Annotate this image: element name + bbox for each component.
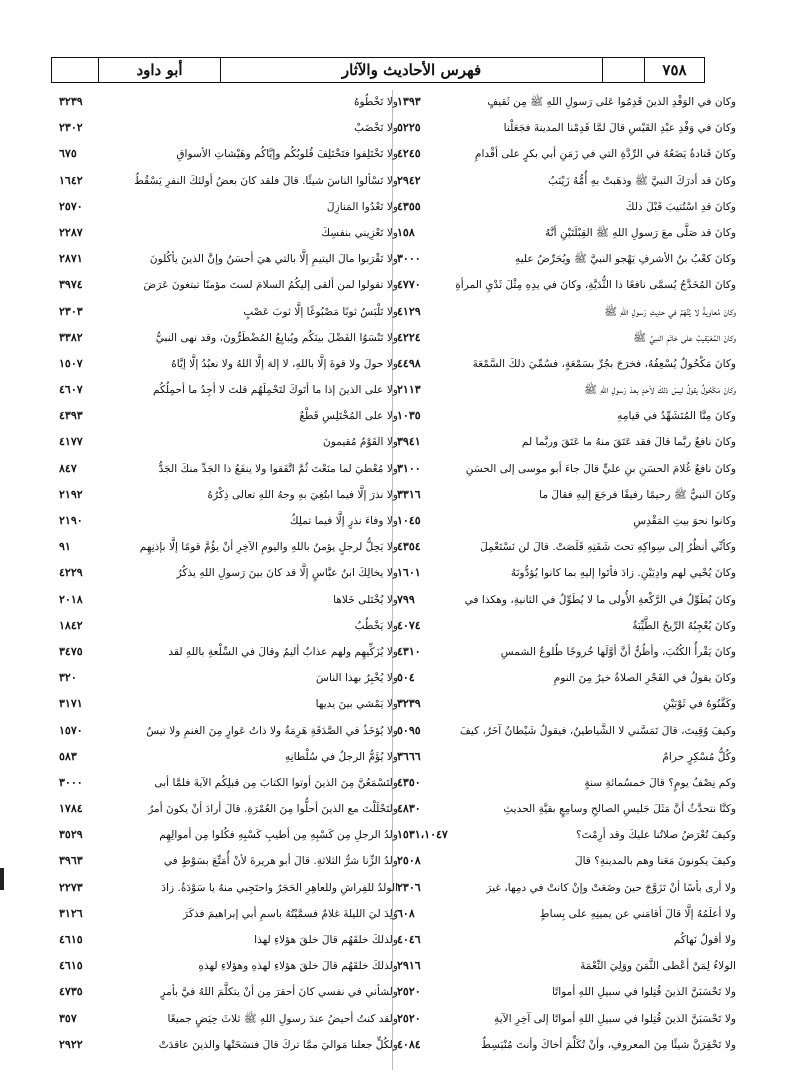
index-entry <box>59 953 398 979</box>
entry-text: ولا تَخْضَبْ <box>354 122 398 135</box>
entry-hadith-number: ٤٧٣٥ <box>59 985 83 999</box>
entry-hadith-number: ٣٣١٦ <box>397 487 421 501</box>
index-entry <box>59 351 398 377</box>
book-name: أبو داود <box>98 58 220 82</box>
entry-hadith-number: ٧٩٩ <box>397 592 415 606</box>
entry-hadith-number: ٣٣٨٢ <box>59 330 83 344</box>
entry-hadith-number: ١٦٠١ <box>397 566 421 580</box>
index-entry <box>59 1006 398 1032</box>
entry-hadith-number: ٢٩١٦ <box>397 959 421 973</box>
index-entry <box>59 194 398 220</box>
entry-hadith-number: ٤٣٩٣ <box>59 409 83 423</box>
entry-hadith-number: ٥٢٢٥ <box>397 121 421 135</box>
entry-text: وكانَ قدِ اسْتُتيبَ قَبْلَ ذلكَ <box>625 200 736 213</box>
entry-text: ولذلكَ خلقَهُم قالَ خلقَ هؤلاءِ لهذهِ وهؤلاءِ لهذهِ <box>198 960 398 973</box>
entry-text: وكانَ مَكْحُولٌ يُسْعِفُهُ، فخرَجَ بجُرِّ بسَمْعَةٍ، فسُمِّيَ ذلكَ السَّمْعَةَ <box>472 357 736 370</box>
index-entry <box>397 901 736 927</box>
entry-hadith-number: ٤٢٢٩ <box>59 566 83 580</box>
entry-hadith-number: ٦٧٥ <box>59 147 77 161</box>
entry-hadith-number: ٤٠٧٤ <box>397 618 421 632</box>
entry-hadith-number: ٤٠٤٦ <box>397 933 421 946</box>
entry-text: ولا على الذينَ إذا ما أتَوكَ لتَحْمِلَهُم قلتَ لا أجِدُ ما أحمِلُكُم <box>152 384 398 397</box>
entry-text: ولا وفاءَ نذرٍ إلَّا فيما تملِكُ <box>289 515 398 527</box>
entry-text: ولكُلٍّ جعلنا مَواليَ ممَّا تركَ قالَ فنسَخَتْها والذينَ عاقدَتْ <box>158 1038 398 1051</box>
entry-text: وكأنِّي أنظُرُ إلى سِواكِهِ تحتَ شَفَتِهِ قَلَصَتْ. قالَ لن نَسْتَعْمِلَ <box>480 541 736 554</box>
entry-hadith-number: ٣١٢٦ <box>59 906 83 920</box>
entry-hadith-number: ٤١٧٧ <box>59 435 83 449</box>
entry-hadith-number: ٢١٩٢ <box>59 487 83 501</box>
index-entry <box>397 456 736 482</box>
index-entry <box>397 325 736 351</box>
entry-text: وكانَ المُخَدَّجُ يُسمَّى نافعًا ذا الثُّدَيَّةِ، وكانَ في يدِهِ مِثْلَ ثَدْيِ المرأةِ <box>455 279 736 292</box>
entry-text: ولا تَحْقِرَنَّ شيئًا مِنَ المعروفِ، وأنْ تُكَلِّمَ أخاكَ وأنتَ مُنْبَسِطٌ <box>481 1038 736 1051</box>
index-entry <box>59 429 398 455</box>
entry-hadith-number: ٨٤٧ <box>59 461 77 475</box>
entry-hadith-number: ٣٤٧٥ <box>59 644 83 658</box>
entry-text: الولاءُ لِمَنْ أعْطى الثَّمَنَ ووَلِيَ النِّعْمَةَ <box>580 960 736 973</box>
entry-hadith-number: ٤٣٥٠ <box>397 775 421 789</box>
entry-text: ولا تَقْرَبوا مالَ اليتيمِ إلَّا بالتي هيَ أحسَنُ وإنَّ الذينَ يأكُلونَ <box>149 253 398 266</box>
entry-text: وكانَ مُعاويةُ لا يُتَّهَمُ في حديثِ رَسولِ اللهِ ﷺ <box>604 305 736 318</box>
index-entry <box>397 822 736 848</box>
entry-hadith-number: ١٥٨ <box>397 225 415 239</box>
entry-text: ولا حولَ ولا قوةَ إلَّا باللهِ، لا إلهَ إلَّا اللهُ ولا نعبُدُ إلَّا إيَّاهُ <box>171 357 398 370</box>
entry-text: ولقد كنتُ أحيضُ عندَ رسولِ اللهِ ﷺ ثلاثَ حِيَضٍ جميعًا <box>167 1012 398 1025</box>
entry-hadith-number: ٢٥٢٠ <box>397 985 421 999</box>
entry-text: ولذلكَ خلقَهُم قالَ خلقَ هؤلاءِ لهذا <box>254 934 398 946</box>
entry-text: وكنَّا نتحدَّثُ أنَّ مَثَلَ جَليسِ الصالحِ وسامِعٍ بقيَّةِ الحديثِ <box>503 803 736 816</box>
entry-hadith-number: ٣١٧١ <box>59 697 83 711</box>
entry-text: ولا تَلْبَسُ ثوبًا مَصْبُوغًا إلَّا ثوبَ عَصْبٍ <box>243 305 398 318</box>
index-entry <box>59 875 398 901</box>
entry-text: وكَفَّنُوهُ في ثَوْبَيْنِ <box>663 698 736 711</box>
index-entry <box>59 272 398 298</box>
entry-hadith-number: ٢٥٠٨ <box>397 854 421 868</box>
entry-hadith-number: ٢٢٧٣ <box>59 880 83 894</box>
entry-text: وكُلُّ مُسْكِرٍ حرامٌ <box>662 750 736 763</box>
entry-text: وكان في الوَفْدِ الذينَ قَدِمُوا عَلى رَسولِ اللهِ ﷺ مِن ثَقيفٍ <box>487 96 736 108</box>
entry-hadith-number: ٢٣٠٣ <box>59 304 83 318</box>
entry-hadith-number: ٤٧٧٠ <box>397 278 421 292</box>
page-header <box>51 57 705 83</box>
index-entry <box>397 403 736 429</box>
entry-hadith-number: ٢١١٣ <box>397 383 421 397</box>
entry-text: ولا القَوْمُ مُقيمونَ <box>322 436 398 449</box>
index-entry <box>59 168 398 194</box>
right-column <box>397 89 736 1058</box>
entry-text: وكانَ نافعٌ غُلامَ الحسَنِ بنِ عليٍّ قالَ جاءَ أبو موسى إلى الحسَنِ <box>465 462 736 475</box>
entry-text: ولدُ الزِّنا شرُّ الثلاثةِ. قالَ أبو هريرةَ لأنْ أُمَتِّعَ بسَوْطٍ في <box>163 855 398 868</box>
index-entry <box>59 325 398 351</box>
index-entry <box>397 927 736 953</box>
entry-hadith-number: ٣١٠٠ <box>397 461 421 475</box>
entry-text: وكانَ المُعَيْقيبُ على خاتَمِ النبيِّ ﷺ <box>633 331 736 344</box>
index-entry <box>397 272 736 298</box>
index-entry <box>397 115 736 141</box>
index-entry <box>397 246 736 272</box>
left-column <box>59 89 398 1058</box>
index-entry <box>59 560 398 586</box>
entry-hadith-number: ٤٣١٠ <box>397 644 421 658</box>
entry-hadith-number: ٢٠١٨ <box>59 592 83 606</box>
entry-hadith-number: ٢٩٤٢ <box>397 173 421 187</box>
entry-text: وكانَ قد صَلَّى معَ رَسولِ اللهِ ﷺ القِبْلَتَيْنِ أنَّهُ <box>545 226 736 239</box>
entry-hadith-number: ٣٥٧ <box>59 1011 77 1025</box>
entry-hadith-number: ٤٦٠٧ <box>59 383 83 397</box>
index-entry <box>397 953 736 979</box>
index-entry <box>59 456 398 482</box>
index-entry <box>397 168 736 194</box>
entry-text: ولا يَمْشي بينَ يديها <box>315 698 398 711</box>
entry-hadith-number: ٣٦٦٦ <box>397 749 421 763</box>
index-entry <box>397 744 736 770</box>
entry-hadith-number: ٥٠٤ <box>397 671 415 685</box>
index-entry <box>59 796 398 822</box>
index-entry <box>59 613 398 639</box>
entry-hadith-number: ٢٥٢٠ <box>397 1011 421 1025</box>
entry-text: ولا يُؤَمُّ الرجلُ في سُلْطانِهِ <box>284 750 398 763</box>
entry-text: ولا أرى بأسًا أنْ تَزَوَّجَ حينَ وضَعَتْ وإنْ كانتْ في دمِها، غيرَ <box>486 881 736 894</box>
entry-hadith-number: ٣٠٠٠ <box>59 775 83 789</box>
header-spacer-right <box>602 58 644 82</box>
index-entry <box>397 691 736 717</box>
entry-text: وكانَ النبيُّ ﷺ رحيمًا رفيقًا فرجَعَ إليهِ فقالَ ما <box>539 488 736 501</box>
entry-text: وُلِدَ ليَ الليلةَ غلامٌ فسمَّيْتُهُ باسمِ أبي إبراهيمَ فذكَرَ <box>183 907 398 920</box>
index-entry <box>397 560 736 586</box>
entry-text: ولا أعلَمُهُ إلَّا قالَ أقامَني عن يمينِهِ على بِساطٍ <box>539 907 736 920</box>
index-entry <box>59 482 398 508</box>
index-entry <box>397 377 736 403</box>
entry-text: ولتَحْلَلْتَ مع الذينَ أحلُّوا مِنَ العُمْرَةِ. قالَ أرادَ أنْ يكونَ أمرُ <box>148 803 398 816</box>
entry-hadith-number: ١٨٤٢ <box>59 618 83 632</box>
entry-text: ولا يَحِلُّ لرجلٍ يؤمنُ باللهِ واليومِ الآخِرِ أنْ يؤُمَّ قومًا إلَّا بإذنِهِم <box>139 541 398 554</box>
entry-hadith-number: ٣٢٣٩ <box>59 95 83 108</box>
entry-hadith-number: ١٥٣١،١٠٤٧ <box>397 828 448 842</box>
index-entry <box>397 639 736 665</box>
index-entry <box>59 770 398 796</box>
entry-hadith-number: ٢٥٧٠ <box>59 199 83 213</box>
index-entry <box>397 875 736 901</box>
index-entry <box>397 482 736 508</box>
index-entry <box>397 848 736 874</box>
entry-text: وكانَ كعْبُ بنُ الأشرفِ يَهْجو النبيَّ ﷺ ويُحَرِّضُ عليهِ <box>515 253 736 266</box>
entry-text: وكانَ يُطَوِّلُ في الرَّكْعةِ الأُولى ما لا يُطَوِّلُ في الثانيةِ، وهكذا في <box>464 593 736 606</box>
entry-hadith-number: ١٥٧٠ <box>59 723 83 737</box>
entry-hadith-number: ٤١٢٩ <box>397 304 421 318</box>
entry-text: ولا تقولوا لمن ألقى إليكُمُ السلامَ لستَ مؤمنًا تبتغونَ عَرَضَ <box>143 279 398 292</box>
entry-text: وكم نِصْفُ يومٍ؟ قالَ خمسُمائةِ سنةٍ <box>584 776 736 789</box>
entry-hadith-number: ٣٩٦٣ <box>59 854 83 868</box>
entry-hadith-number: ٤٦١٥ <box>59 933 83 946</box>
entry-hadith-number: ٥٠٩٥ <box>397 723 421 737</box>
index-entry <box>59 927 398 953</box>
index-entry <box>59 534 398 560</box>
entry-hadith-number: ٢٣٠٢ <box>59 121 83 135</box>
index-entry <box>397 194 736 220</box>
entry-hadith-number: ١٥٠٧ <box>59 356 83 370</box>
entry-text: الولدُ للفِراشِ وللعاهِرِ الحَجَرُ واحتَجِبي منهُ يا سَوْدَةُ. زادَ <box>161 881 398 894</box>
index-entry <box>397 141 736 167</box>
entry-text: ولا تَخْطُوهُ <box>353 96 398 108</box>
entry-hadith-number: ١٣٩٣ <box>397 95 421 108</box>
page-number: ٧٥٨ <box>644 58 704 82</box>
entry-text: ولشأني في نفسي كانَ أحقرَ مِن أنْ يتكلَّمَ اللهُ فيَّ بأمرٍ <box>160 986 398 999</box>
index-entry <box>59 744 398 770</box>
entry-hadith-number: ٩١ <box>59 540 71 554</box>
entry-text: وكيفَ وُقِيتَ، قالَ تَمَسَّني لا الشَّياطينُ، فيقولُ شَيْطانٌ آخَرُ، كيفَ <box>459 724 736 737</box>
index-entry <box>397 429 736 455</box>
entry-text: وكانَ يقولُ في الفَجْرِ الصلاةُ خيرٌ مِنَ النومِ <box>553 672 736 685</box>
entry-text: وكانَ يُحْيي لهم وادِيَيْنِ. زادَ فأتَوا إليهِ بما كانوا يُؤدُّونَهُ <box>510 567 736 580</box>
index-entry <box>59 848 398 874</box>
index-entry <box>59 639 398 665</box>
entry-text: ولا يُزَكِّيهِم ولهم عذابٌ أليمٌ وقالَ في السِّلْعةِ باللهِ لقد <box>168 645 398 658</box>
entry-hadith-number: ٢٣٠٦ <box>397 880 421 894</box>
entry-hadith-number: ٥٨٣ <box>59 749 77 763</box>
index-entry <box>397 718 736 744</box>
entry-hadith-number: ٢١٩٠ <box>59 514 83 527</box>
index-entry <box>397 1032 736 1058</box>
index-entry <box>59 508 398 534</box>
index-entry <box>397 613 736 639</box>
margin-mark <box>0 868 4 890</box>
entry-hadith-number: ٢٨٧١ <box>59 252 83 266</box>
entry-hadith-number: ٤٤٩٨ <box>397 356 421 370</box>
index-entry <box>59 246 398 272</box>
entry-text: ولا على المُخْتَلِسِ قَطْعٌ <box>299 410 398 423</box>
entry-text: ولا تَخْتَلِفوا فتَخْتَلِفَ قُلوبُكُم وإيَّاكُم وهَيْشاتِ الأسواقِ <box>176 148 398 161</box>
entry-hadith-number: ٤٨٣٠ <box>397 802 421 816</box>
index-entry <box>59 403 398 429</box>
entry-hadith-number: ٣٢٣٩ <box>397 697 421 711</box>
index-entry <box>397 220 736 246</box>
index-entry <box>59 1032 398 1058</box>
index-entry <box>397 665 736 691</box>
entry-text: ولتَسْمَعُنَّ مِنَ الذينَ أوتوا الكتابَ مِن قبلِكُم الآيةَ فلمَّا أبى <box>154 776 398 789</box>
index-entry <box>59 691 398 717</box>
entry-hadith-number: ٤٣٥٥ <box>397 199 421 213</box>
index-entry <box>397 979 736 1005</box>
entry-hadith-number: ٤٣٥٤ <box>397 540 421 554</box>
index-entry <box>397 534 736 560</box>
entry-text: ولا تَحْسَبَنَّ الذينَ قُتِلوا في سبيلِ اللهِ أمواتًا إلى آخِرِ الآيةِ <box>494 1012 736 1025</box>
index-entry <box>59 299 398 325</box>
index-entry <box>397 508 736 534</box>
entry-text: ولا تَنْسَوُا الفَضْلَ بينَكُم ويُبايِعُ المُضْطَرُّونَ، وقد نهى النبيُّ <box>155 331 398 344</box>
entry-hadith-number: ٣٥٢٩ <box>59 828 83 842</box>
entry-text: ولا يخالِكَ ابنُ عبَّاسٍ إلَّا قد كانَ بينَ رَسولِ اللهِ يذكُرُ <box>176 567 398 580</box>
entry-hadith-number: ٤٦١٥ <box>59 959 83 973</box>
index-entry <box>397 1006 736 1032</box>
entry-text: وكانوا نحوَ بيتِ المَقْدِسِ <box>633 515 736 527</box>
index-entry <box>397 587 736 613</box>
entry-hadith-number: ٢٢٨٧ <box>59 225 83 239</box>
index-entry <box>59 979 398 1005</box>
entry-text: ولا يُخْبِرُ بهذا الناسَ <box>316 672 398 685</box>
entry-hadith-number: ٦٠٨ <box>397 906 415 920</box>
entry-text: وكانَ يُعْجِبُهُ الرِّيحُ الطَّيِّبَةُ <box>632 619 736 632</box>
entry-hadith-number: ٣٠٠٠ <box>397 252 421 266</box>
index-entry <box>397 299 736 325</box>
index-entry <box>59 377 398 403</box>
entry-text: وكانَ قد أدرَكَ النبيَّ ﷺ وذهَبتْ بهِ أُمُّهُ زَيْنَبُ <box>547 174 736 187</box>
entry-text: وكانَ في وَفْدِ عبْدِ القَيْسِ قالَ لمَّا قَدِمْنا المدينةَ فجَعَلْنا <box>503 122 736 135</box>
entry-hadith-number: ١٠٣٥ <box>397 409 421 423</box>
entry-text: ولا أقولُ نَهاكُم <box>673 934 736 946</box>
entry-text: ولا يَخْطُبُ <box>354 619 398 632</box>
entry-hadith-number: ٣٩٧٤ <box>59 278 83 292</box>
entry-hadith-number: ٤٠٨٤ <box>397 1037 421 1051</box>
entry-text: ولا تَعْدُوا المَنازِلَ <box>326 200 398 213</box>
index-entry <box>59 901 398 927</box>
entry-text: ولدُ الرجلِ مِن كَسْبِهِ مِن أطيبِ كَسْبِهِ فكُلوا مِن أموالِهِم <box>159 829 398 842</box>
entry-text: ولا تَحْسَبَنَّ الذينَ قُتِلوا في سبيلِ اللهِ أمواتًا <box>552 986 736 999</box>
index-entry <box>59 718 398 744</box>
index-entry <box>59 587 398 613</box>
index-entry <box>59 141 398 167</box>
index-entry <box>59 220 398 246</box>
entry-text: وكانَ يَقْرأُ الكُتُبَ، وأظُنُّ أنَّ أوَّلَها خُروجًا طُلوعُ الشمسِ <box>500 645 736 658</box>
entry-hadith-number: ٢٩٢٢ <box>59 1037 83 1051</box>
index-entry <box>59 822 398 848</box>
entry-hadith-number: ٣٢٠ <box>59 671 77 685</box>
entry-text: ولا تَعْزِيني بنفسِكَ <box>321 226 398 239</box>
entry-text: ولا يُخْتَلى خَلاها <box>333 593 398 606</box>
entry-text: وكانَ مَكْحُولٌ يقولُ ليسَ ذلكَ لأحدٍ بعدَ رَسولِ اللهِ ﷺ <box>584 384 736 397</box>
entry-hadith-number: ١٦٤٢ <box>59 173 83 187</box>
entry-hadith-number: ٤٢٢٤ <box>397 330 421 344</box>
entry-hadith-number: ١٠٤٥ <box>397 514 421 527</box>
entry-text: ولا يُؤخَذُ في الصَّدَقَةِ هَرِمَةٌ ولا ذاتُ عَوارٍ مِنَ الغنمِ ولا تيسٌ <box>146 724 398 737</box>
entry-text: وكيفَ تُعْرَضُ صلاتُنا عليكَ وقد أرِمْتَ؟ <box>575 829 736 842</box>
index-entry <box>397 89 736 115</box>
entry-hadith-number: ٤٢٤٥ <box>397 147 421 161</box>
index-entry <box>397 796 736 822</box>
entry-text: وكانَ نافعٌ ربَّما قالَ فقد عَتَقَ منهُ ما عَتَقَ وربَّما لم <box>521 436 736 449</box>
index-entry <box>59 115 398 141</box>
entry-text: وكانَ مِنَّا المُتَشَهِّدُ في قيامِهِ <box>617 410 736 423</box>
entry-text: ولا نذرَ إلَّا فيما ابتُغِيَ بهِ وجهُ اللهِ تعالى ذِكْرُهُ <box>207 488 398 501</box>
entry-text: ولا تَسْألوا الناسَ شيئًا. قالَ فلقد كانَ بعضُ أولئكَ النفرِ يَسْقُطُ <box>134 174 398 187</box>
header-spacer-left <box>52 58 98 82</box>
entry-text: وكانَ قَتادةُ يَضَعُهُ في الرِّدَّةِ التي في زَمَنِ أبي بكرٍ على أقْدامِ <box>474 148 736 161</box>
entry-hadith-number: ٣٩٤١ <box>397 435 421 449</box>
entry-text: ولا مُعْطيَ لما منَعْتَ ثُمَّ اتَّفَقوا ولا ينفَعُ ذا الجَدِّ منكَ الجَدُّ <box>158 462 398 475</box>
page-title: فهرس الأحاديث والآثار <box>220 58 602 82</box>
index-entry <box>59 89 398 115</box>
entry-text: وكيفَ يكونونَ مَعَنا وهم بالمدينةِ؟ قالَ <box>574 855 736 868</box>
index-entry <box>397 351 736 377</box>
index-entry <box>397 770 736 796</box>
entry-hadith-number: ١٧٨٤ <box>59 802 83 816</box>
index-entry <box>59 665 398 691</box>
